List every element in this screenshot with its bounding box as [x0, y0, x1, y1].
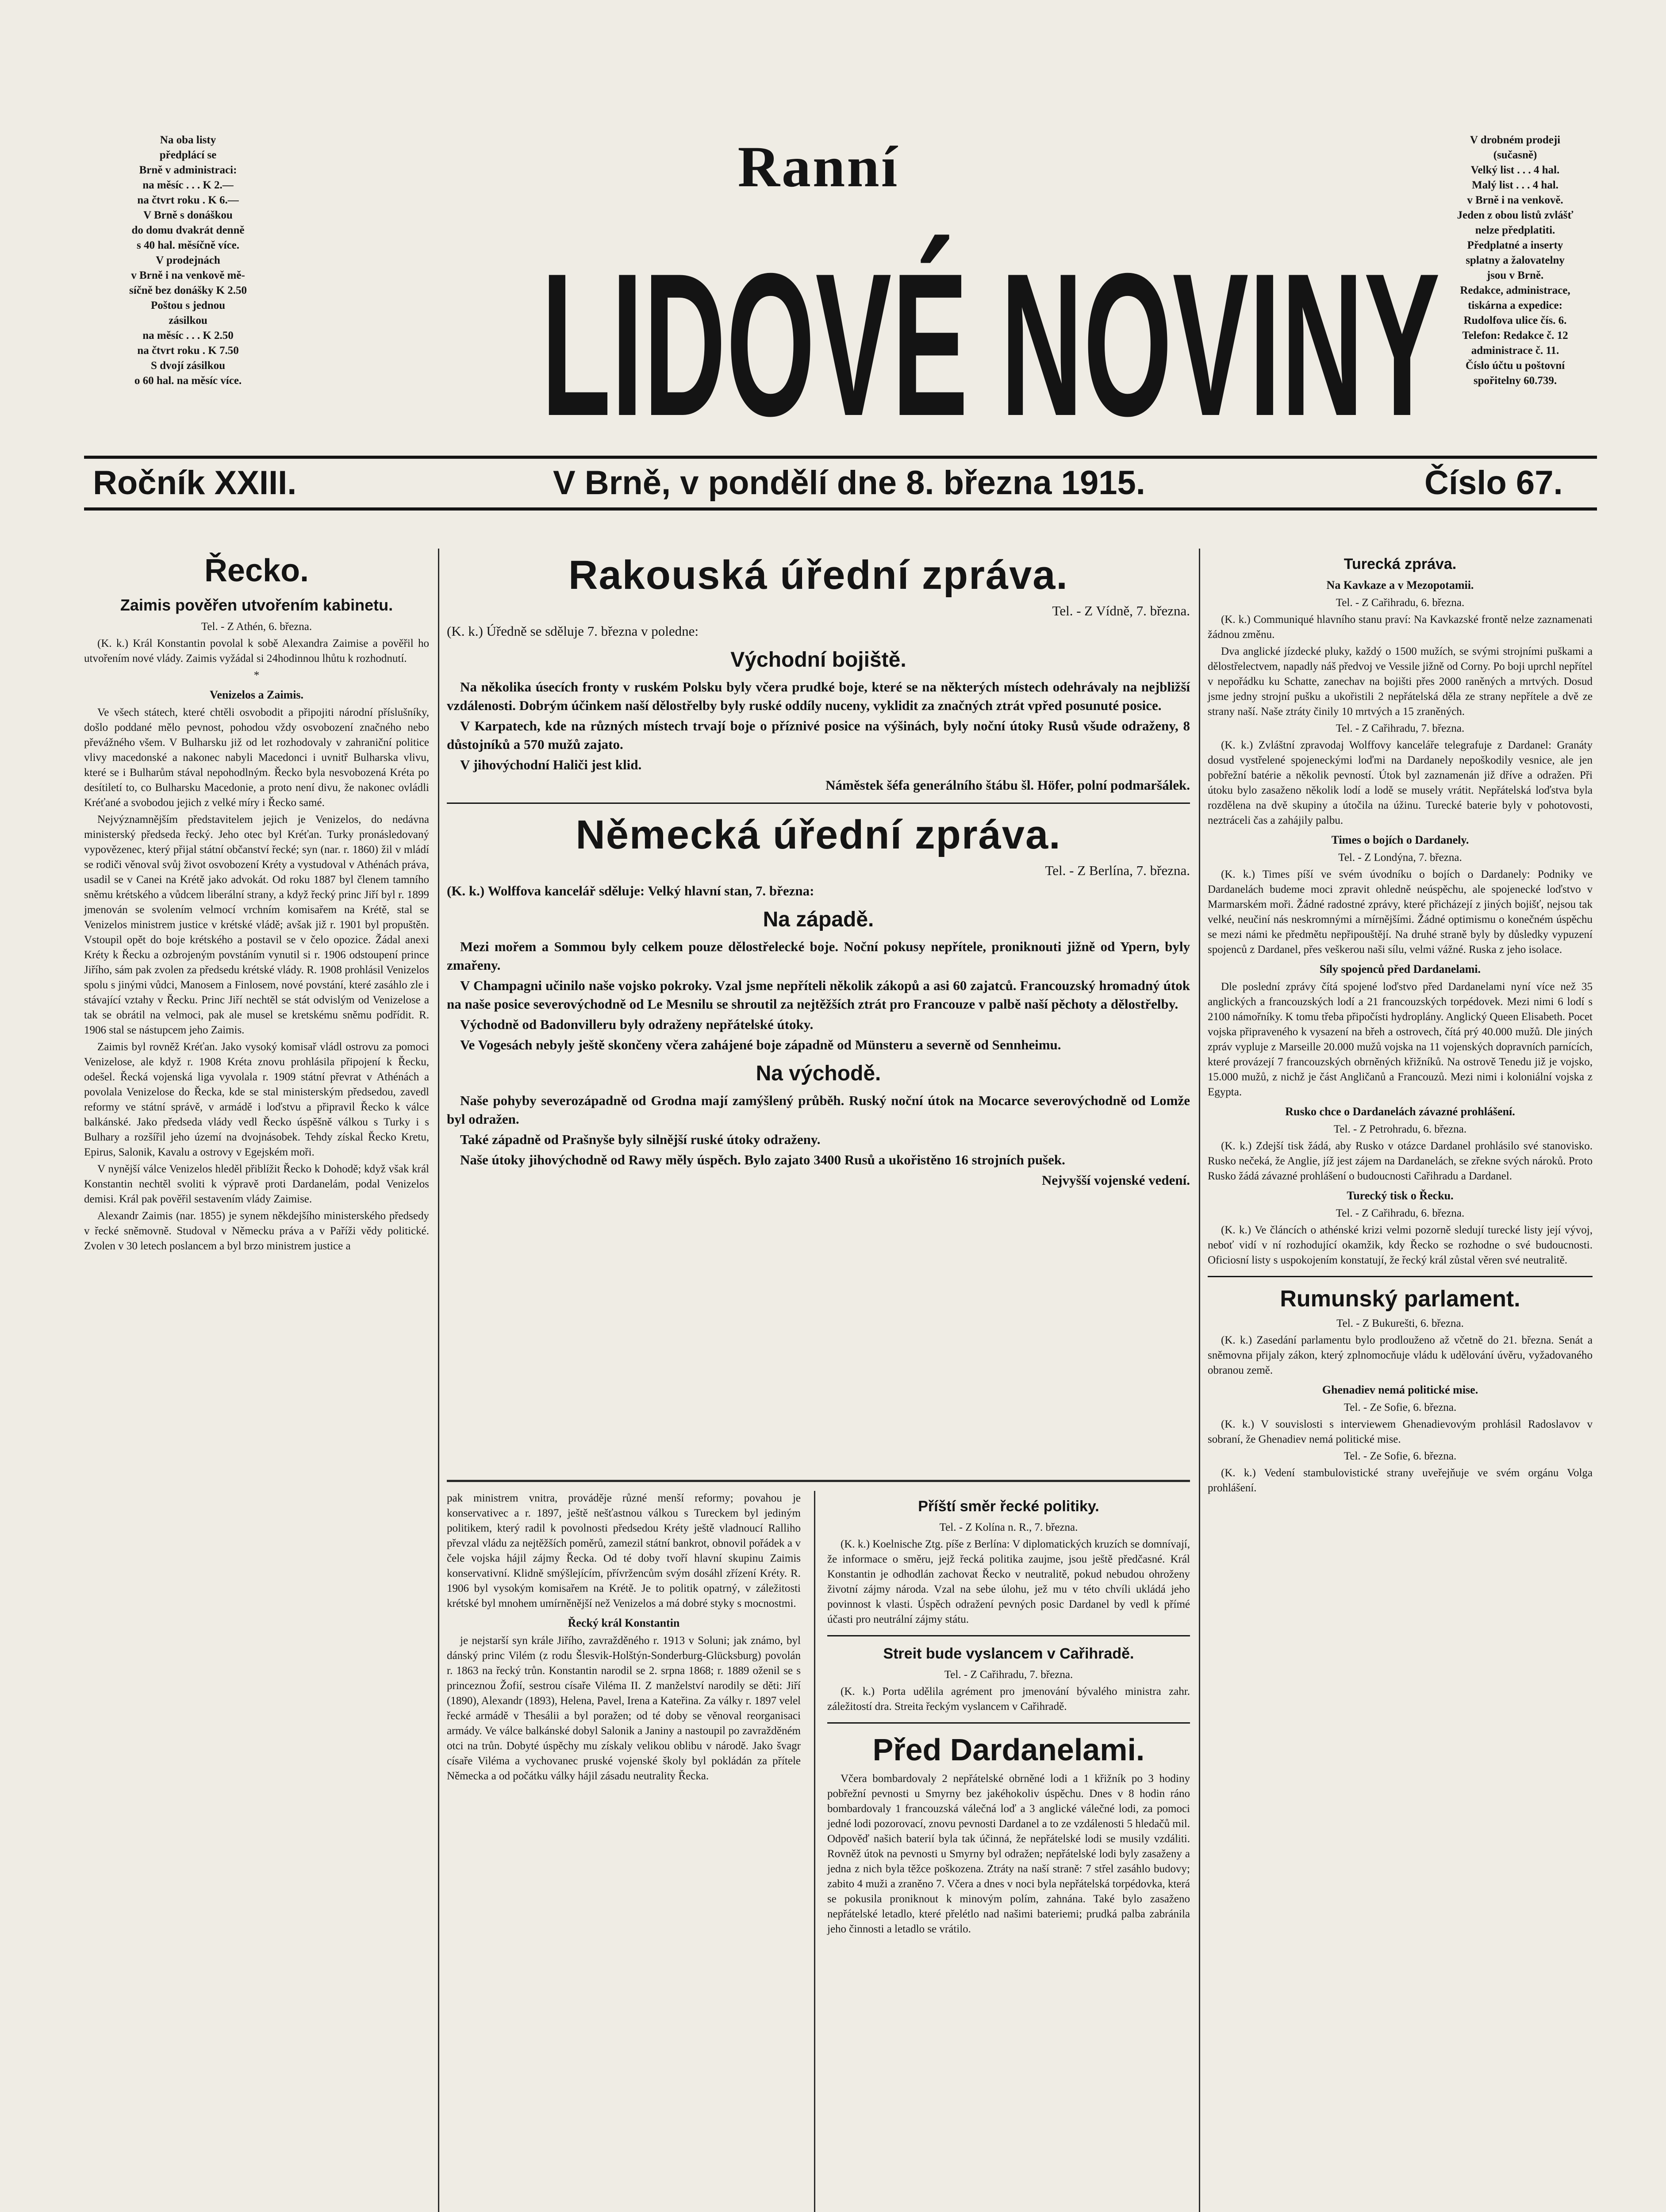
paragraph: (K. k.) Communiqué hlavního stanu praví: Na Kavkazské frontě nelze zaznamenati žádnou změnu. [1208, 614, 1593, 641]
retail-price-info-line: Rudolfova ulice čís. 6. [1463, 315, 1567, 326]
volume-label: Ročník XXIII. [93, 464, 297, 502]
subscription-info-line: na měsíc . . . K 2.50 [142, 330, 234, 342]
paragraph: je nejstarší syn krále Jiřího, zavražděného r. 1913 v Soluni; jak známo, byl dánský princ Vilém (z rodu Šlesvik-Holštýn-Sonderburg-Glücksburg) povolán r. 1863 na řecký trůn. Konstantin narodil se 2. srpna 1868; r. 1889 oženil se s princeznou Žofií, sestrou císaře Viléma II. Z manželství narodily se děti: Jiří (1890), Alexandr (1893), Helena, Pavel, Irena a Kateřina. Za války r. 1897 velel řecké armádě v Thesálii a byl poražen; od té doby se věnoval reorganisaci armády. Ve válce balkánské dobyl Salonik a Janiny a nastoupil po zavražděném otci na trůn. Dobyté úspěchy mu získaly velikou oblibu v národě. Jako švagr císaře Viléma a vychovanec pruské vojenské školy byl pokládán za přítele Německa a od počátku války hájil zásadu neutrality Řecka. [447, 1635, 801, 1782]
section-star: * [253, 669, 260, 681]
section-divider [447, 1480, 1190, 1482]
retail-price-info-line: Jeden z obou listů zvlášť [1457, 209, 1574, 221]
telegram-dateline: Tel. - Z Kolína n. R., 7. března. [939, 1521, 1078, 1533]
subscription-info-line: S dvojí zásilkou [150, 360, 226, 372]
section-subheading: Řecký král Konstantin [568, 1617, 680, 1629]
retail-price-info-line: Telefon: Redakce č. 12 [1462, 330, 1568, 342]
paragraph: Alexandr Zaimis (nar. 1855) je synem někdejšího ministerského předsedy v řecké sněmovně. Studoval v Německu práva a v Paříži vědy politické. Zvolen v 30 letech poslancem a byl brzo ministrem justice a [84, 1210, 429, 1252]
telegram-dateline: Tel. - Z Londýna, 7. března. [1338, 852, 1462, 864]
article-headline-german: Německá úřední zpráva. [576, 812, 1061, 857]
section-subheading: Síly spojenců před Dardanelami. [1319, 963, 1481, 975]
paragraph: Dle poslední zprávy čítá spojené loďstvo před Dardanelami nyní více než 35 anglických a francouzských lodí a 21 francouzských torpédovek. Mezi nimi 6 lodí s 2100 námořníky. K tomu třeba připočísti hydroplány. Anglický Queen Elisabeth. Pocet vojska připraveného k vysazení na břeh a ostrovech, čítá prý 40.000 mužů. Dle jiných zpráv vypluje z Marseille 20.000 mužů vojska na 11 vojenských dopravních parnících, které provázejí 7 francouzských obrněných křižníků. Na ostrově Tenedu již je vojsko, 15.000 mužů, z nichž je část Angličanů a Francouzů. Mezi nimi i koloniální vojska z Egypta. [1208, 981, 1593, 1098]
subscription-info-line: Brně v administraci: [139, 164, 237, 176]
telegram-dateline: Tel. - Z Cařihradu, 7. března. [944, 1669, 1073, 1681]
subscription-info-line: Poštou s jednou [150, 300, 226, 311]
article-headline-dardanelles: Před Dardanelami. [872, 1732, 1145, 1767]
dateline-bar [84, 456, 1597, 511]
subscription-info-line: předplácí se [159, 149, 217, 161]
retail-price-info-line: Číslo účtu u poštovní [1465, 360, 1565, 372]
retail-price-info-line: splatny a žalovatelny [1466, 254, 1565, 266]
article-turkish-report [1208, 549, 1593, 2212]
section-subheading: Východní bojiště. [730, 648, 906, 672]
issue-date: V Brně, v pondělí dne 8. března 1915. [553, 464, 1145, 502]
telegram-dateline: Tel. - Z Cařihradu, 6. března. [1336, 1207, 1465, 1219]
section-subheading: Venizelos a Zaimis. [209, 688, 304, 701]
telegram-dateline: Tel. - Z Bukurešti, 6. března. [1336, 1317, 1464, 1329]
paragraph: (K. k.) V souvislosti s interviewem Ghenadievovým prohlásil Radoslavov v sobraní, že Ghenadiev nemá politické mise. [1208, 1418, 1593, 1445]
paragraph: (K. k.) Ve článcích o athénské krizi velmi pozorně sledují turecké listy její vývoj, neboť vidí v ní rozhodující okamžik, kdy Řecko se rozhodne o své budoucnosti. Oficiosní listy s uspokojením konstatují, že řecký král zůstal věren své neutralitě. [1208, 1224, 1593, 1266]
telegram-dateline: Tel. - Z Petrohradu, 6. března. [1333, 1123, 1467, 1135]
paragraph: V nynější válce Venizelos hleděl přiblížit Řecko k Dohodě; když však král Konstantin nechtěl svoliti k výpravě proti Dardanelám, podal Venizelos demisi. Král pak pověřil sestavením vlády Zaimise. [84, 1163, 429, 1205]
retail-price-info-line: Předplatné a inserty [1467, 239, 1563, 251]
paragraph: Naše útoky jihovýchodně od Rawy měly úspěch. Bylo zajato 3400 Rusů a ukořistěno 16 strojních pušek. [460, 1152, 1065, 1167]
section-subheading: Times o bojích o Dardanely. [1331, 833, 1469, 846]
subscription-info-line: V prodejnách [156, 254, 220, 266]
section-subheading: Na Kavkaze a v Mezopotamii. [1326, 579, 1474, 591]
telegram-dateline: Tel. - Z Berlína, 7. března. [1045, 863, 1190, 878]
article-headline-romanian-parliament: Rumunský parlament. [1280, 1286, 1520, 1312]
section-subheading: Na západě. [763, 908, 874, 931]
article-headline-austrian: Rakouská úřední zpráva. [568, 553, 1068, 598]
article-continuation [447, 1491, 801, 2212]
issue-number: Číslo 67. [1424, 464, 1563, 502]
subscription-info-line: s 40 hal. měsíčně více. [137, 239, 239, 251]
subscription-info-line: o 60 hal. na měsíc více. [134, 375, 242, 387]
report-intro: (K. k.) Úředně se sděluje 7. března v poledne: [447, 623, 699, 639]
retail-price-info-line: Redakce, administrace, [1460, 284, 1570, 296]
paragraph: pak ministrem vnitra, prováděje různé menší reformy; povahou je konservativec a r. 1897, ještě nešťastnou válkou s Tureckem byl jediným politikem, který radil k povolnosti předsedou Kréty ještě vladnoucí Ralliho převzal vládu za nejtěžších poměrů, zamezil státní bankrot, obnovil pořádek a v čele vojska hájil zájmy Řecka. Od té doby tvoří hlavní skupinu Zaimis konservativní. Klidně smýšlejícím, přívržencům svým dosáhl zřízení Kréty. R. 1906 byl vysokým komisařem na Krétě. Je to politik opatrný, v záležitosti krétské byl mnohem umírněnější než Venizelos a má dobré styky s mocnostmi. [447, 1492, 801, 1609]
divider [827, 1635, 1190, 1636]
paragraph: Na několika úsecích fronty v ruském Polsku byly včera prudké boje, které se na některých místech odehrávaly na nejbližší vzdálenosti. Dobrým účinkem naší dělostřelby byly ruské oddíly nuceny, vyklidit za značných ztrát vpřed posunuté posice. [447, 679, 1190, 713]
paragraph: Také západně od Prašnyše byly silnější ruské útoky odraženy. [460, 1132, 821, 1147]
masthead-title: LIDOVÉ NOVINY [541, 231, 1441, 458]
subscription-info-line: na čtvrt roku . K 7.50 [137, 345, 239, 357]
paragraph: (K. k.) Zvláštní zpravodaj Wolffovy kanceláře telegrafuje z Dardanel: Granáty dosud vystřelené spojeneckými loďmi na Dardanely nepoškodily vesnice, ale jen pobřežní batérie a několik pevností. Útok byl zaznamenán již dříve a odražen. Při útoku bylo zasaženo několik lodí a lodě se musely vrátit. Nepřátelská loďstva byla rozdělena na dvě skupiny a útočila na úžinu. Turecké baterie byly v pohotovosti, neztráceli čas a zahájily palbu. [1208, 739, 1593, 826]
telegram-dateline: Tel. - Z Cařihradu, 6. března. [1336, 597, 1465, 609]
paragraph: (K. k.) Vedení stambulovistické strany uveřejňuje ve svém orgánu Volga prohlášení. [1208, 1467, 1593, 1494]
subscription-info-line: na měsíc . . . K 2.— [142, 179, 234, 191]
subscription-info-line: síčně bez donášky K 2.50 [129, 284, 247, 296]
article-headline: Streit bude vyslancem v Cařihradě. [883, 1645, 1134, 1662]
official-reports [447, 549, 1190, 1478]
telegram-dateline: Tel. - Z Cařihradu, 7. března. [1336, 722, 1465, 734]
divider [447, 803, 1190, 804]
report-intro: (K. k.) Wolffova kancelář sděluje: Velký hlavní stan, 7. března: [447, 883, 814, 899]
paragraph: Naše pohyby severozápadně od Grodna mají zamýšlený průběh. Ruský noční útok na Mocarce severovýchodně od Lomže byl odražen. [447, 1093, 1190, 1127]
paragraph: Ve všech státech, které chtěli osvobodit a připojiti národní příslušníky, došlo poddané mělo pevnost, pohodou vždy osvobození značného nebo převážného všem. V Bulharsku již od let rozhodovaly v zahraniční politice vlivy macedonské a nakonec nabyli Macedonci i uvnitř Bulharska vlivu, které se i Bulharům stával nepohodlným. Řecko byla nesvobozená Kréta po desítiletí to, co Bulharsku Macedonie, a proto není divu, že nakonec ovládli Kréťané a svobodou jejich z velké míry i Řecko samé. [84, 707, 429, 809]
article-greece [84, 549, 429, 2212]
paragraph: Dva anglické jízdecké pluky, každý o 1500 mužích, se svými strojními puškami a dělostřelectvem, napadly náš předvoj ve Vessile jižně od Corny. Po boji uprchl nepřítel v nepořádku ku Schatte, zanechav na bojišti přes 2000 raněných a mrtvých. Dosud jsme jedny strojní pušku a ukořistili 2 nepřátelská děla ze strany nepřítele a dvě ze strany naší. Naše ztráty činily 10 mrtvých a 15 zraněných. [1208, 645, 1593, 718]
article-headline: Příští směr řecké politiky. [918, 1498, 1099, 1515]
paragraph: V Karpatech, kde na různých místech trvají boje o příznivé posice na výšinách, byly noční útoky Rusů všude odraženy, 8 důstojníků a 570 mužů zajato. [447, 718, 1190, 752]
subscription-info-line: zásilkou [169, 315, 207, 326]
telegram-dateline: Tel. - Ze Sofie, 6. března. [1344, 1402, 1457, 1413]
paragraph: (K. k.) Times píší ve svém úvodníku o bojích o Dardanely: Podniky ve Dardanelách budeme moci zpravit ohledně neúspěchu, ale spojenecké loďstvo v Marmarském moři. Žádné radostné zprávy, které přicházejí z jiných bojišť, nejsou tak velké, neučiní nás neskromnými a mírnějšími. Žádné optimismu o konečném úspěchu se mezi námi ke předmětu nepřipouštějí. Na druhé straně byly by důsledky vypuzení spojenců z Dardanel, přes veškerou naši sílu, velmi vážné. Ruska z jeho isolace. [1208, 868, 1593, 956]
subscription-info-line: na čtvrt roku . K 6.— [137, 194, 239, 206]
retail-price-info-line: Velký list . . . 4 hal. [1470, 164, 1560, 176]
paragraph: V jihovýchodní Haliči jest klid. [460, 757, 642, 772]
subscription-info-box [58, 133, 319, 388]
section-subheading: Turecký tisk o Řecku. [1347, 1189, 1454, 1202]
retail-price-info-line: Malý list . . . 4 hal. [1472, 179, 1559, 191]
retail-price-info-line: administrace č. 11. [1471, 345, 1559, 357]
article-headline: Turecká zpráva. [1344, 556, 1457, 572]
retail-price-info-line: (sučasně) [1493, 149, 1537, 161]
section-subheading: Na východě. [756, 1062, 881, 1085]
report-signature: Náměstek šéfa generálního štábu šl. Höfer, polní podmaršálek. [825, 777, 1190, 793]
retail-price-info-line: spořitelny 60.739. [1473, 375, 1557, 387]
paragraph: Nejvýznamnějším představitelem jejich je Venizelos, do nedávna ministerský předseda řecký. Jeho otec byl Kréťan. Turky pronásledovaný vypovězenec, který přijal státní občanství řecké; syn (nar. r. 1860) žil v mládí se rodiči věnoval svůj život osvobození Kréty a vystudoval v Athénách práva, usadil se v Canei na Krétě jako advokát. Od roku 1887 byl členem tamního sněmu krétského a vůdcem liberální strany, a když řecký princ Jiří byl r. 1899 jmenován se svolením velmocí vrchním komisařem na Krétě, stal se Venizelos ministrem justice v krétské vládě; avšak již r. 1901 byl propuštěn. Vstoupil opět do boje krétského a postavil se v čelo opozice. Žádal anexi Kréty k Řecku a ozbrojeným povstáním vynutil si r. 1906 odstoupení prince Jiřího, sám pak zvolen za předsedu krétské vlády. R. 1908 prohlásil Venizelos spolu s jinými vůdci, Manosem a Finlosem, nové povstání, které zasáhlo zle i stávající vztahy v Řecku. Princ Jiří nechtěl se stát odvislým od Venizelose a tak se obrátil na velmoci, pak ale musel se kretskému sněmu podřídit. R. 1906 stal se nástupcem jeho Zaimis. [84, 814, 429, 1036]
paragraph: Ve Vogesách nebyly ještě skončeny včera zahájené boje západně od Münsteru a severně od Sennheimu. [460, 1037, 1061, 1052]
article-headline: Řecko. [204, 553, 309, 588]
paragraph: Východně od Badonvilleru byly odraženy nepřátelské útoky. [460, 1017, 814, 1032]
column-divider [1199, 549, 1200, 2212]
retail-price-info-line: tiskárna a expedice: [1468, 300, 1562, 311]
masthead-subtitle: Ranní [737, 134, 899, 199]
divider [1208, 1276, 1593, 1277]
report-signature: Nejvyšší vojenské vedení. [1042, 1172, 1190, 1188]
column-divider [438, 549, 439, 2212]
paragraph: (K. k.) Koelnische Ztg. píše z Berlína: V diplomatických kruzích se domnívají, že informace o směru, jejž řecká politika zaujme, jsou ještě předčasné. Král Konstantin je odhodlán zachovat Řecko v neutralitě, pokud nebudou ohroženy životní zájmy národa. Vzal na sebe úlohu, jež mu v této chvíli ukládá jeho povinnost k vlasti. Úspěch odražení pevných posic Dardanel by vedl k přímé účasti pro neutrální zájmy státu. [827, 1538, 1190, 1625]
paragraph: Včera bombardovaly 2 nepřátelské obrněné lodi a 1 křižník po 3 hodiny pobřežní pevnosti u Smyrny bez jakéhokoliv úspěchu. Dnes v 8 hodin ráno bombardovaly 1 francouzská válečná loď a 3 anglické válečné lodi, za pomoci jedné lodi pozorovací, znovu pevnosti Dardanel a to ze vzdálenosti 5 hledačů mil. Odpověď našich baterií byla tak účinná, že nepřátelské lodi se musily vzdáliti. Rovněž útok na pevnosti u Smyrny byl odražen; nepřátelské lodi byly zasaženy a jedna z nich byla těžce poškozena. Ztráty na naší straně: 7 střel zasáhlo budovy; zabito 4 muži a zraněno 7. Včera a dnes v noci byla nepřátelská torpédovka, která se pokusila proniknout k minovým polím, zahnána. Také bylo zasaženo nepřátelské letadlo, které přelétlo nad našimi bateriemi; prudká palba zabránila jeho činnosti a letadlo se vrátilo. [827, 1773, 1190, 1935]
paragraph: Zaimis byl rovněž Kréťan. Jako vysoký komisař vládl ostrovu za pomoci Venizelose, ale když r. 1908 Kréta znovu prohlásila připojení k Řecku, odešel. Řecká vojenská liga vyvolala r. 1909 státní převrat v Athénách a povolala Venizelose do Řecka, kde se stal ministerským předsedou, zavedl reformy ve státní správě, v armádě i loďstvu a připravil Řecko k válce balkánské. Jako předseda vlády vedl Řecko úspěšně válkou s Turky i s Bulhary a rozšířil jeho území na dvojnásobek. Tehdy získal Řecko Kretu, Epirus, Salonik, Kavalu a ostrovy v Egejském moři. [84, 1041, 429, 1158]
telegram-dateline: Tel. - Ze Sofie, 6. března. [1344, 1450, 1457, 1462]
retail-price-info-line: V drobném prodeji [1470, 134, 1561, 146]
section-subheading: Rusko chce o Dardanelách závazné prohlášení. [1285, 1105, 1515, 1118]
subscription-info-line: V Brně s donáškou [143, 209, 233, 221]
divider [827, 1722, 1190, 1724]
paragraph: (K. k.) Král Konstantin povolal k sobě Alexandra Zaimise a pověřil ho utvořením nové vlády. Zaimis vyžádal si 24hodinnou lhůtu k rozhodnutí. [84, 637, 429, 664]
retail-price-info-line: jsou v Brně. [1486, 269, 1544, 281]
retail-price-info-line: nelze předplatiti. [1475, 224, 1555, 236]
subscription-info-line: v Brně i na venkově mě- [131, 269, 245, 281]
subscription-info-line: Na oba listy [160, 134, 216, 146]
column-divider [814, 1491, 815, 2212]
paragraph: V Champagni učinilo naše vojsko pokroky. Vzal jsme nepříteli několik zákopů a asi 60 zajatců. Francouzský hromadný útok na naše posice severovýchodně od Le Mesnilu se shroutil za nejtěžších ztrát pro Francouze v palbě naší pěchoty a dělostřelby. [447, 978, 1190, 1012]
section-subheading: Ghenadiev nemá politické mise. [1322, 1383, 1478, 1396]
paragraph: Mezi mořem a Sommou byly celkem pouze dělostřelecké boje. Noční pokusy nepřítele, proniknouti jižně od Ypern, byly zmařeny. [447, 939, 1190, 973]
article-subheadline: Zaimis pověřen utvořením kabinetu. [120, 596, 393, 614]
article-greek-policy [827, 1491, 1190, 2212]
paragraph: (K. k.) Zasedání parlamentu bylo prodlouženo až včetně do 21. března. Senát a sněmovna přijaly zákon, který zplnomocňuje vládu k udělování úvěru, vyžadovaného obranou země. [1208, 1334, 1593, 1376]
retail-price-info-line: v Brně i na venkově. [1467, 194, 1563, 206]
telegram-dateline: Tel. - Z Athén, 6. března. [201, 621, 312, 633]
retail-price-info-box [1385, 133, 1646, 388]
subscription-info-line: do domu dvakrát denně [131, 224, 245, 236]
paragraph: (K. k.) Zdejší tisk žádá, aby Rusko v otázce Dardanel prohlásilo své stanovisko. Rusko nečeká, že Anglie, jíž jest zájem na Dardanelách, se zřekne svých nároků. Proto Rusko žádá závazné prohlášení o budoucnosti Cařihradu a Dardanel. [1208, 1140, 1593, 1182]
paragraph: (K. k.) Porta udělila agrément pro jmenování bývalého ministra zahr. záležitostí dra. Streita řeckým vyslancem v Cařihradě. [827, 1686, 1190, 1713]
telegram-dateline: Tel. - Z Vídně, 7. března. [1052, 603, 1190, 618]
